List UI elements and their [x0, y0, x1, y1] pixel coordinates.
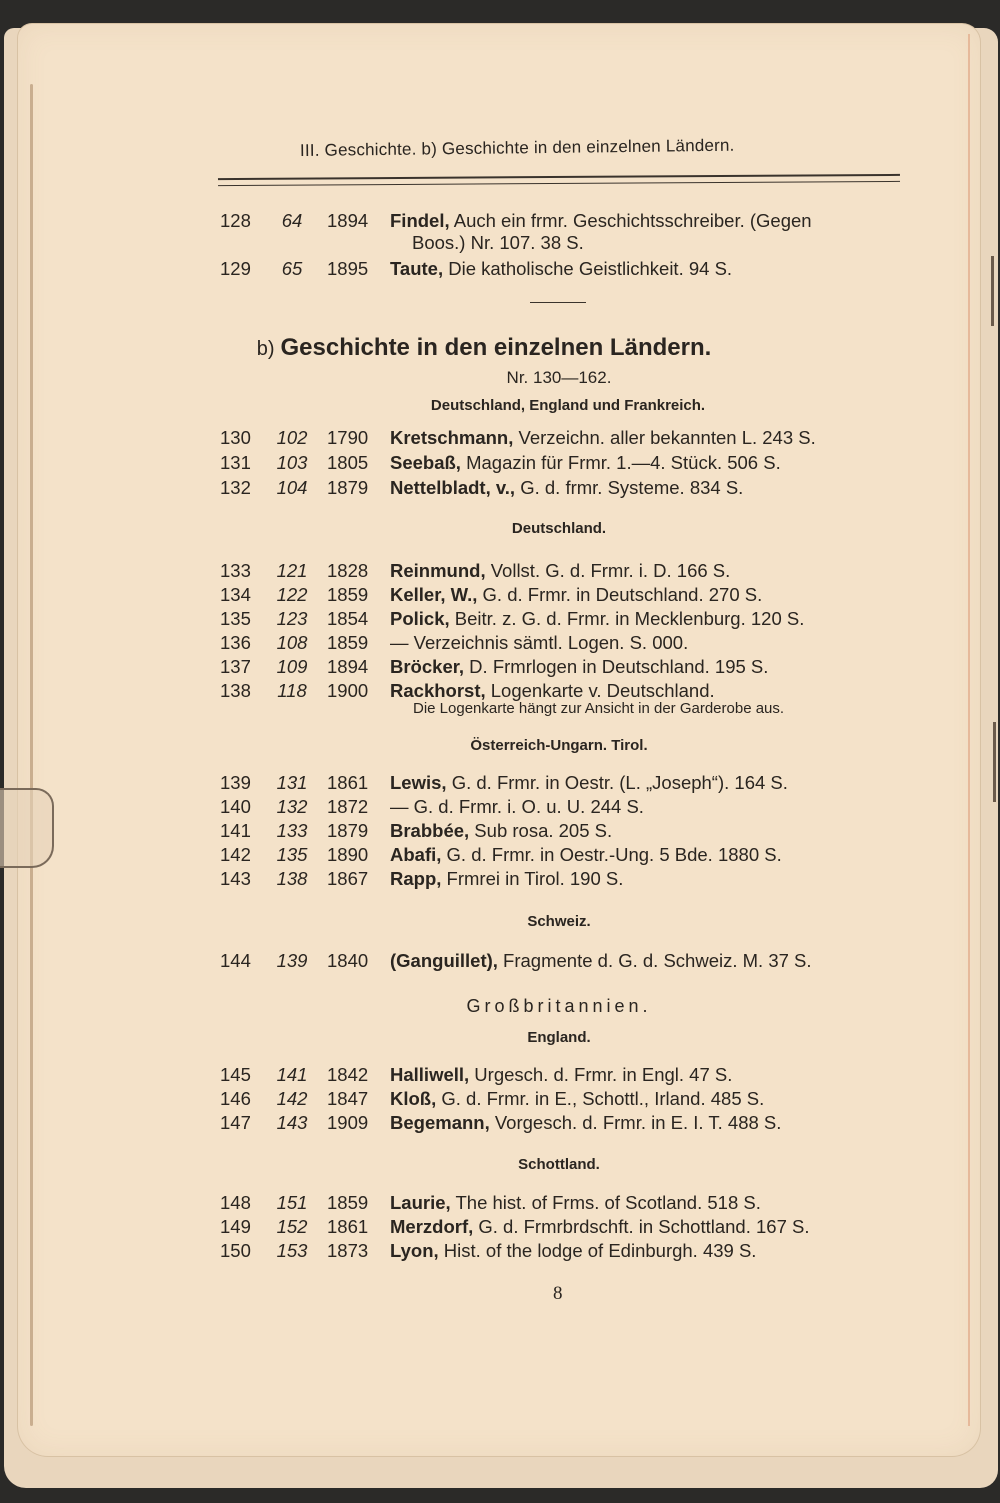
entry-number: 141 [220, 820, 251, 841]
entry-number: 145 [220, 1064, 251, 1085]
entry-row [220, 820, 920, 844]
entry-number: 144 [220, 950, 251, 971]
entry-title: The hist. of Frms. of Scotland. 518 S. [450, 1192, 761, 1213]
entry-author: Rapp, [390, 868, 442, 889]
entry-row [220, 796, 920, 820]
entry-row [220, 1192, 920, 1216]
old-number: 118 [277, 680, 307, 701]
old-number: 64 [281, 210, 303, 231]
entry-number: 146 [220, 1088, 251, 1109]
entry-number: 137 [220, 656, 251, 677]
entry-title: G. d. Frmr. in E., Schottl., Irland. 485 S. [436, 1088, 765, 1109]
entry-title: Sub rosa. 205 S. [469, 820, 613, 841]
entry-row [220, 868, 920, 892]
entry-author: Polick, [390, 608, 450, 629]
entry-year: 1861 [327, 1216, 369, 1237]
old-number: 142 [276, 1088, 308, 1109]
old-number: 135 [276, 844, 308, 865]
old-number: 103 [276, 452, 308, 473]
entry-title: Die katholische Geistlichkeit. 94 S. [443, 258, 733, 279]
entry-author: Keller, W., [390, 584, 478, 605]
entry-year: 1859 [327, 632, 369, 653]
entry-title: G. d. Frmr. in Deutschland. 270 S. [477, 584, 763, 605]
entry-row [220, 656, 920, 680]
group-heading: England. [527, 1029, 591, 1046]
region-heading: Großbritannien. [466, 996, 652, 1016]
old-number: 121 [276, 560, 308, 581]
page-number: 8 [553, 1283, 563, 1304]
entry-number: 136 [220, 632, 251, 653]
entry-author: Lewis, [390, 772, 447, 793]
entry-title: G. d. Frmr. in Oestr.-Ung. 5 Bde. 1880 S. [441, 844, 782, 865]
entry-number: 135 [220, 608, 251, 629]
section-divider [530, 302, 586, 303]
entry-title: D. Frmrlogen in Deutschland. 195 S. [464, 656, 769, 677]
group-heading: Österreich-Ungarn. Tirol. [470, 737, 648, 754]
entry-title: Urgesch. d. Frmr. in Engl. 47 S. [469, 1064, 733, 1085]
entry-title: Verzeichn. aller bekannten L. 243 S. [513, 427, 816, 448]
entry-year: 1847 [327, 1088, 369, 1109]
entry-title: Beitr. z. G. d. Frmr. in Mecklenburg. 120 S. [449, 608, 805, 629]
entry-row [220, 210, 920, 234]
entry-row [220, 584, 920, 608]
entry-row [220, 950, 920, 974]
entry-year: 1879 [327, 477, 369, 498]
entry-year: 1894 [327, 210, 369, 231]
entry-year: 1854 [327, 608, 369, 629]
entry-title: Hist. of the lodge of Edinburgh. 439 S. [438, 1240, 757, 1261]
section-title-text: Geschichte in den einzelnen Ländern. [280, 334, 712, 361]
entry-number: 148 [220, 1192, 251, 1213]
entry-year: 1805 [327, 452, 369, 473]
entry-title: Frmrei in Tirol. 190 S. [441, 868, 624, 889]
old-number: 151 [276, 1192, 308, 1213]
entry-number: 132 [220, 477, 251, 498]
entry-year: 1909 [327, 1112, 369, 1133]
entry-author: Lyon, [390, 1240, 439, 1261]
entry-author: Taute, [390, 258, 444, 279]
entry-author: Begemann, [390, 1112, 490, 1133]
entry-title: Fragmente d. G. d. Schweiz. M. 37 S. [497, 950, 812, 971]
entry-author: Kloß, [390, 1088, 437, 1109]
entry-number: 143 [220, 868, 251, 889]
entry-row [220, 1112, 920, 1136]
page-edge-mark [991, 256, 994, 326]
entry-year: 1895 [327, 258, 369, 279]
entry-number: 128 [220, 210, 251, 231]
entry-number: 131 [220, 452, 251, 473]
entry-title: G. d. Frmrbrdschft. in Schottland. 167 S. [473, 1216, 810, 1237]
entry-title: Logenkarte v. Deutschland. [485, 680, 715, 701]
entry-author: Seebaß, [390, 452, 461, 473]
entry-row [220, 1216, 920, 1240]
old-number: 133 [276, 820, 308, 841]
entry-number: 133 [220, 560, 251, 581]
entry-number: 147 [220, 1112, 251, 1133]
entry-row [220, 452, 920, 476]
entry-number: 138 [220, 680, 251, 701]
entry-row [220, 844, 920, 868]
old-number: 138 [276, 868, 308, 889]
entry-year: 1900 [327, 680, 369, 701]
group-heading: Schweiz. [527, 913, 591, 930]
entry-author: Halliwell, [390, 1064, 470, 1085]
entry-row [220, 1064, 920, 1088]
old-number: 141 [276, 1064, 308, 1085]
entry-year: 1790 [327, 427, 369, 448]
entry-year: 1840 [327, 950, 369, 971]
entry-number: 139 [220, 772, 251, 793]
entry-year: 1859 [327, 1192, 369, 1213]
entry-year: 1867 [327, 868, 369, 889]
entry-author: Findel, [390, 210, 450, 231]
old-number: 102 [276, 427, 308, 448]
entry-row [220, 608, 920, 632]
old-number: 153 [276, 1240, 308, 1261]
entry-row [220, 1240, 920, 1264]
old-number: 109 [276, 656, 308, 677]
entry-title: G. d. frmr. Systeme. 834 S. [515, 477, 744, 498]
old-number: 122 [276, 584, 308, 605]
entry-year: 1890 [327, 844, 369, 865]
old-number: 108 [276, 632, 308, 653]
entry-year: 1859 [327, 584, 369, 605]
entry-title: Magazin für Frmr. 1.—4. Stück. 506 S. [460, 452, 781, 473]
old-number: 65 [281, 258, 303, 279]
entry-note: Die Logenkarte hängt zur Ansicht in der Garderobe aus. [413, 700, 785, 717]
entry-continuation: Boos.) Nr. 107. 38 S. [412, 232, 584, 253]
old-number: 132 [276, 796, 308, 817]
entry-year: 1879 [327, 820, 369, 841]
running-head: III. Geschichte. b) Geschichte in den einzelnen Ländern. [299, 135, 735, 160]
entry-number: 134 [220, 584, 251, 605]
entry-author: (Ganguillet), [390, 950, 498, 971]
entry-author: Nettelbladt, v., [390, 477, 516, 498]
entry-author: Bröcker, [390, 656, 465, 677]
entry-number: 140 [220, 796, 251, 817]
binding-line [30, 84, 33, 1426]
entry-year: 1894 [327, 656, 369, 677]
page-clip [0, 788, 54, 868]
old-number: 123 [276, 608, 308, 629]
entry-year: 1842 [327, 1064, 369, 1085]
group-heading: Deutschland, England und Frankreich. [430, 397, 706, 414]
entry-title: Vollst. G. d. Frmr. i. D. 166 S. [485, 560, 731, 581]
group-heading: Deutschland. [511, 520, 607, 537]
entry-row [220, 632, 920, 656]
entry-author: Laurie, [390, 1192, 451, 1213]
old-number: 104 [276, 477, 308, 498]
entry-author: Kretschmann, [390, 427, 514, 448]
old-number: 152 [276, 1216, 308, 1237]
entry-year: 1861 [327, 772, 369, 793]
entry-year: 1828 [327, 560, 369, 581]
entry-title: Vorgesch. d. Frmr. in E. I. T. 488 S. [489, 1112, 782, 1133]
old-number: 139 [276, 950, 308, 971]
entry-number: 130 [220, 427, 251, 448]
entry-number: 142 [220, 844, 251, 865]
entry-title: — Verzeichnis sämtl. Logen. S. 000. [390, 632, 689, 653]
entry-number: 129 [220, 258, 251, 279]
entry-row [220, 560, 920, 584]
entry-title: G. d. Frmr. in Oestr. (L. „Joseph“). 164 S. [446, 772, 788, 793]
entry-year: 1873 [327, 1240, 369, 1261]
entry-row [220, 258, 920, 282]
entry-author: Brabbée, [390, 820, 470, 841]
entry-year: 1872 [327, 796, 369, 817]
old-number: 143 [276, 1112, 308, 1133]
entry-title: Auch ein frmr. Geschichtsschreiber. (Gegen [449, 210, 812, 231]
entry-author: Abafi, [390, 844, 442, 865]
section-prefix: b) [256, 338, 275, 360]
entry-title: — G. d. Frmr. i. O. u. U. 244 S. [390, 796, 644, 817]
section-range: Nr. 130—162. [506, 368, 612, 387]
page-edge-mark [993, 722, 996, 802]
entry-row [220, 477, 920, 501]
entry-number: 149 [220, 1216, 251, 1237]
entry-author: Rackhorst, [390, 680, 486, 701]
entry-row [220, 772, 920, 796]
section-title [0, 334, 984, 362]
entry-number: 150 [220, 1240, 251, 1261]
old-number: 131 [276, 772, 308, 793]
group-heading: Schottland. [518, 1156, 600, 1173]
entry-author: Reinmund, [390, 560, 486, 581]
entry-row [220, 1088, 920, 1112]
entry-author: Merzdorf, [390, 1216, 474, 1237]
entry-row [220, 427, 920, 451]
